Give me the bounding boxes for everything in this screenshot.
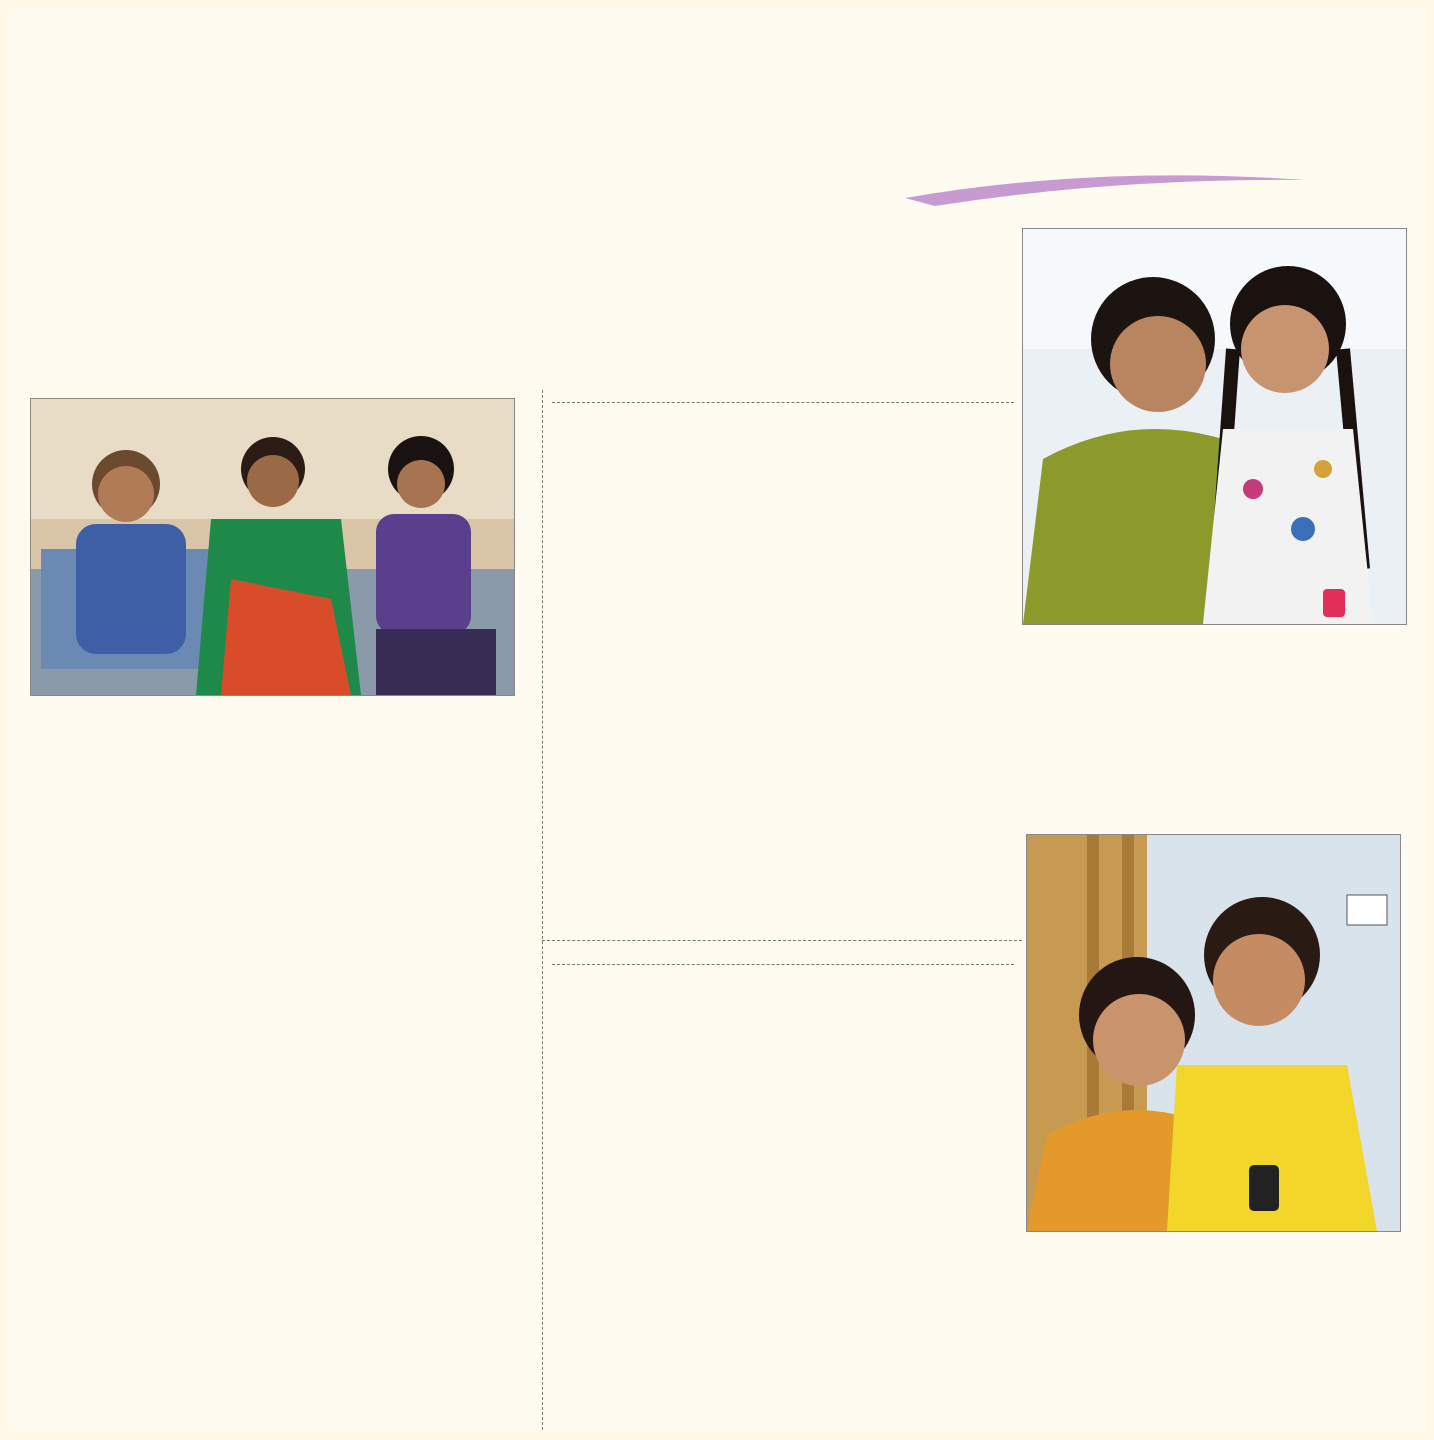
section-divider: [552, 964, 1014, 965]
masthead-swoosh-icon: [895, 160, 1315, 210]
column-pavan: [552, 960, 1014, 969]
photo-mother-daughter-annie: [1022, 228, 1407, 625]
photo-mother-son-daughter: [30, 398, 515, 696]
masthead: [835, 40, 1405, 210]
section-divider: [552, 402, 1014, 403]
section-divider: [542, 940, 1022, 941]
column-divider: [542, 390, 543, 1430]
photo-mother-son-pavan: [1026, 834, 1401, 1232]
column-annie: [552, 398, 1014, 407]
